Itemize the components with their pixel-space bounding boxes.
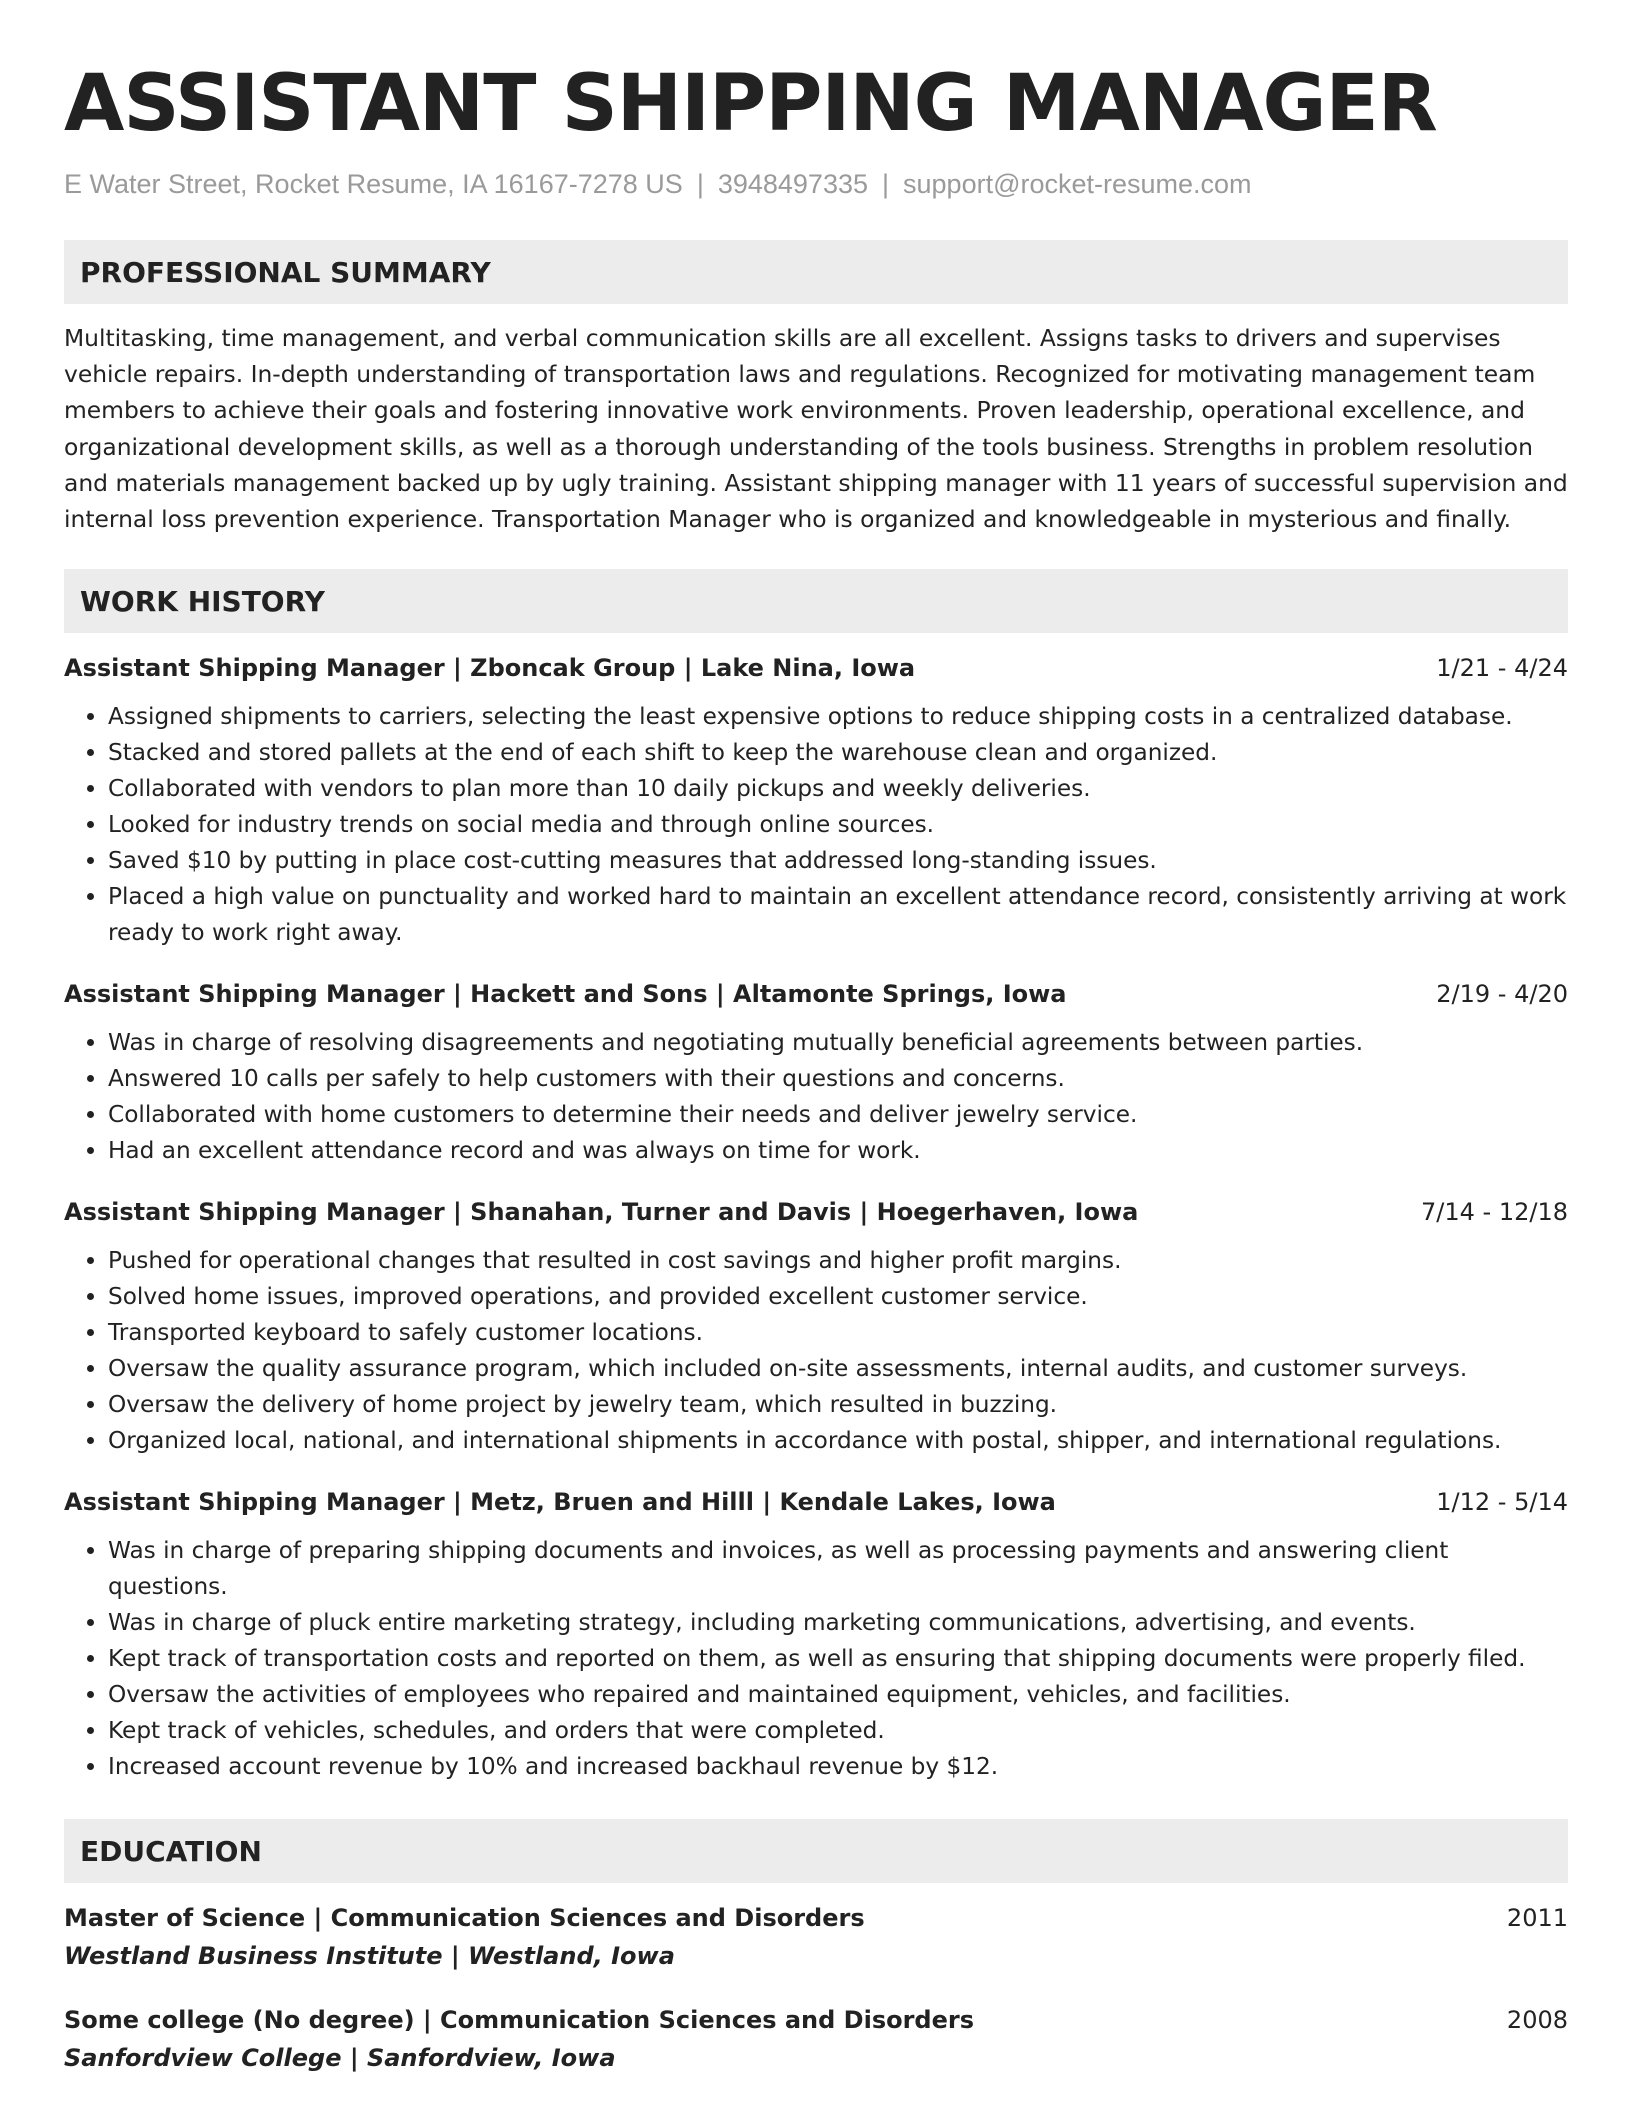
job-bullet: • Organized local, national, and international shipments in accordance with postal, shipper, and international regulations.	[108, 1423, 1568, 1459]
contact-phone: 3948497335	[717, 169, 868, 199]
job-entry	[64, 651, 1568, 951]
job-bullet: • Oversaw the delivery of home project by jewelry team, which resulted in buzzing.	[108, 1387, 1568, 1423]
resume-name-title: ASSISTANT SHIPPING MANAGER	[64, 59, 1437, 149]
job-bullet: • Oversaw the quality assurance program, which included on-site assessments, internal audits, and customer surveys.	[108, 1351, 1568, 1387]
job-header	[64, 1485, 1568, 1519]
contact-separator: |	[882, 169, 890, 199]
job-title: Assistant Shipping Manager | Hackett and Sons | Altamonte Springs, Iowa	[64, 980, 1067, 1009]
job-bullet: • Collaborated with vendors to plan more than 10 daily pickups and weekly deliveries.	[108, 771, 1568, 807]
job-header	[64, 977, 1568, 1011]
job-header	[64, 651, 1568, 685]
education-entry	[64, 2003, 1568, 2075]
job-bullet: • Collaborated with home customers to determine their needs and deliver jewelry service.	[108, 1097, 1568, 1133]
contact-separator: |	[696, 169, 704, 199]
job-bullet: • Increased account revenue by 10% and increased backhaul revenue by $12.	[108, 1749, 1568, 1785]
job-bullet: • Stacked and stored pallets at the end of each shift to keep the warehouse clean and organized.	[108, 735, 1568, 771]
job-bullet: • Transported keyboard to safely customer locations.	[108, 1315, 1568, 1351]
job-dates: 7/14 - 12/18	[1421, 1198, 1568, 1227]
education-school: Sanfordview College | Sanfordview, Iowa	[64, 2044, 616, 2073]
job-entry	[64, 977, 1568, 1169]
section-heading-education: EDUCATION	[64, 1819, 1568, 1883]
education-year: 2008	[1506, 2006, 1568, 2035]
job-bullet: • Saved $10 by putting in place cost-cutting measures that addressed long-standing issues.	[108, 843, 1568, 879]
job-entry	[64, 1485, 1568, 1785]
job-bullet-list	[64, 1243, 1568, 1459]
education-degree: Some college (No degree) | Communication Sciences and Disorders	[64, 2006, 975, 2035]
contact-email: support@rocket-resume.com	[903, 169, 1252, 199]
job-bullet-list	[64, 1025, 1568, 1169]
job-bullet: • Answered 10 calls per safely to help customers with their questions and concerns.	[108, 1061, 1568, 1097]
summary-paragraph: Multitasking, time management, and verbal communication skills are all excellent. Assigns tasks to drivers and supervises vehicle repairs. In-depth understanding of transportation laws and regulations. Recognized for motivating management team members to achieve their goals and fostering innovative work environments. Proven leadership, operational excellence, and organizational development skills, as well as a thorough understanding of the tools business. Strengths in problem resolution and materials management backed up by ugly training. Assistant shipping manager with 11 years of successful supervision and internal loss prevention experience. Transportation Manager who is organized and knowledgeable in mysterious and finally.	[64, 324, 1568, 534]
job-dates: 1/21 - 4/24	[1436, 654, 1568, 683]
work-history-list	[64, 651, 1568, 1785]
job-bullet-list	[64, 699, 1568, 951]
education-school: Westland Business Institute | Westland, Iowa	[64, 1942, 675, 1971]
job-dates: 1/12 - 5/14	[1436, 1488, 1568, 1517]
education-header	[64, 1901, 1568, 1935]
job-title: Assistant Shipping Manager | Zboncak Group | Lake Nina, Iowa	[64, 654, 916, 683]
section-heading-summary: PROFESSIONAL SUMMARY	[64, 240, 1568, 304]
job-bullet-list	[64, 1533, 1568, 1785]
job-bullet: • Kept track of vehicles, schedules, and orders that were completed.	[108, 1713, 1568, 1749]
section-heading-work-history: WORK HISTORY	[64, 569, 1568, 633]
job-bullet: • Looked for industry trends on social media and through online sources.	[108, 807, 1568, 843]
job-bullet: • Placed a high value on punctuality and worked hard to maintain an excellent attendance record, consistently arriving at work ready to work right away.	[108, 879, 1568, 951]
job-bullet: • Kept track of transportation costs and reported on them, as well as ensuring that shipping documents were properly filed.	[108, 1641, 1568, 1677]
job-bullet: • Oversaw the activities of employees who repaired and maintained equipment, vehicles, and facilities.	[108, 1677, 1568, 1713]
job-bullet: • Was in charge of pluck entire marketing strategy, including marketing communications, advertising, and events.	[108, 1605, 1568, 1641]
job-bullet: • Had an excellent attendance record and was always on time for work.	[108, 1133, 1568, 1169]
education-entry	[64, 1901, 1568, 1973]
education-degree: Master of Science | Communication Sciences and Disorders	[64, 1904, 865, 1933]
contact-line	[64, 166, 1568, 202]
job-bullet: • Solved home issues, improved operations, and provided excellent customer service.	[108, 1279, 1568, 1315]
job-bullet: • Was in charge of preparing shipping documents and invoices, as well as processing payments and answering client questions.	[108, 1533, 1568, 1605]
job-title: Assistant Shipping Manager | Metz, Bruen and Hilll | Kendale Lakes, Iowa	[64, 1488, 1056, 1517]
job-bullet: • Was in charge of resolving disagreements and negotiating mutually beneficial agreements between parties.	[108, 1025, 1568, 1061]
job-bullet: • Pushed for operational changes that resulted in cost savings and higher profit margins.	[108, 1243, 1568, 1279]
job-bullet: • Assigned shipments to carriers, selecting the least expensive options to reduce shipping costs in a centralized database.	[108, 699, 1568, 735]
education-header	[64, 2003, 1568, 2037]
education-list	[64, 1901, 1568, 2075]
job-title: Assistant Shipping Manager | Shanahan, Turner and Davis | Hoegerhaven, Iowa	[64, 1198, 1139, 1227]
education-year: 2011	[1506, 1904, 1568, 1933]
job-entry	[64, 1195, 1568, 1459]
job-header	[64, 1195, 1568, 1229]
contact-address: E Water Street, Rocket Resume, IA 16167-7278 US	[64, 169, 683, 199]
job-dates: 2/19 - 4/20	[1436, 980, 1568, 1009]
